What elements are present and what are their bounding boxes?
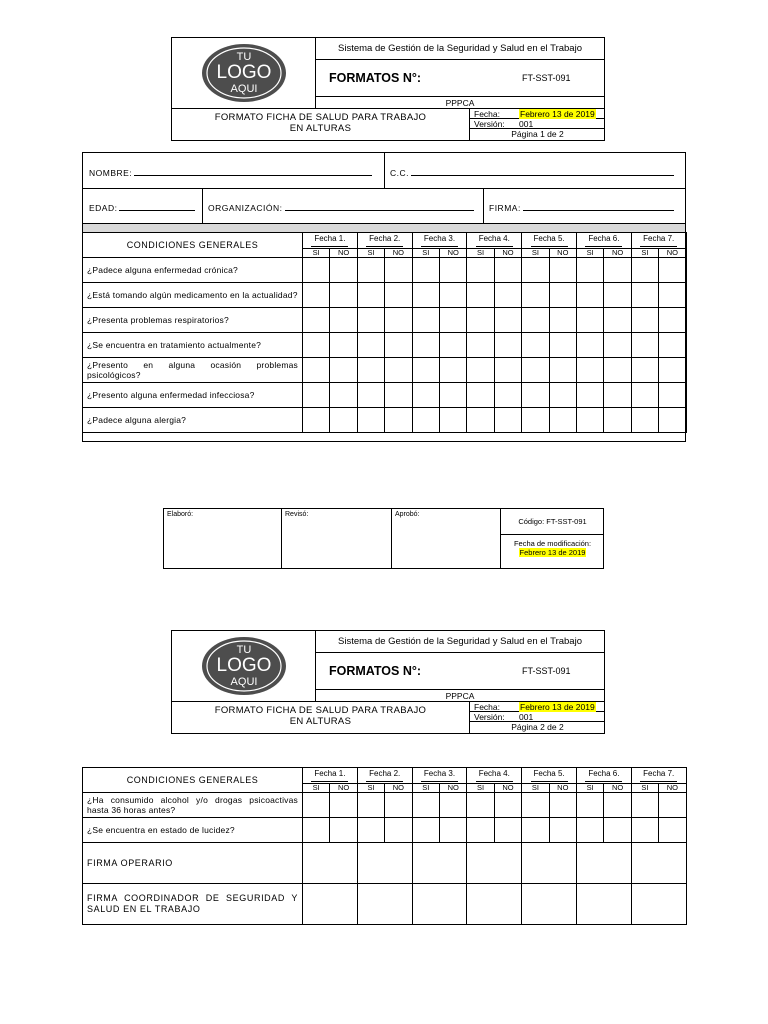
cc-label: C.C. — [390, 168, 409, 178]
question-row — [83, 258, 687, 283]
question-text: FIRMA COORDINADOR DE SEGURIDAD Y SALUD EN EL TRABAJO — [83, 884, 303, 925]
svg-text:AQUI: AQUI — [230, 676, 258, 688]
answer-no-cell[interactable] — [439, 358, 466, 383]
date-value: Febrero 13 de 2019 — [520, 702, 595, 712]
question-text: ¿Presento alguna enfermedad infecciosa? — [83, 383, 303, 408]
no-label: NO — [604, 784, 631, 793]
date-column-header — [467, 233, 522, 249]
answer-no-cell[interactable] — [604, 818, 631, 843]
signature-cell[interactable] — [467, 843, 522, 884]
date-column-header — [576, 233, 631, 249]
answer-no-cell[interactable] — [659, 283, 686, 308]
date-row — [470, 702, 605, 712]
conditions-header: CONDICIONES GENERALES — [83, 233, 303, 258]
answer-no-cell[interactable] — [439, 258, 466, 283]
answer-no-cell[interactable] — [659, 383, 686, 408]
answer-si-cell[interactable] — [412, 818, 439, 843]
answer-no-cell[interactable] — [494, 258, 521, 283]
answer-si-cell[interactable] — [412, 283, 439, 308]
format-code: FT-SST-091 — [522, 73, 571, 83]
answer-no-cell[interactable] — [494, 793, 521, 818]
answer-si-cell[interactable] — [467, 408, 494, 433]
answer-si-cell[interactable] — [631, 818, 658, 843]
answer-no-cell[interactable] — [604, 793, 631, 818]
logo-cell — [172, 38, 315, 108]
version-value: 001 — [519, 119, 534, 129]
answer-si-cell[interactable] — [412, 408, 439, 433]
question-row — [83, 383, 687, 408]
si-label: SI — [467, 784, 494, 793]
question-text: ¿Presenta problemas respiratorios? — [83, 308, 303, 333]
reviso-cell: Revisó: — [281, 509, 391, 568]
no-label: NO — [659, 249, 686, 258]
name-field[interactable] — [89, 167, 372, 178]
page-number: Página 1 de 2 — [511, 129, 564, 139]
si-label: SI — [357, 249, 384, 258]
answer-no-cell[interactable] — [439, 308, 466, 333]
date-column-label: Fecha 2. — [366, 234, 403, 247]
answer-no-cell[interactable] — [604, 333, 631, 358]
answer-si-cell[interactable] — [467, 333, 494, 358]
cc-line — [411, 167, 674, 176]
approval-code: Código: FT-SST-091 — [501, 509, 604, 535]
modification-label: Fecha de modificación: — [513, 539, 592, 548]
question-row — [83, 843, 687, 884]
answer-no-cell[interactable] — [330, 408, 357, 433]
divider — [384, 153, 385, 188]
si-label: SI — [412, 249, 439, 258]
si-label: SI — [522, 784, 549, 793]
question-row — [83, 793, 687, 818]
answer-si-cell[interactable] — [522, 408, 549, 433]
answer-si-cell[interactable] — [303, 383, 330, 408]
answer-si-cell[interactable] — [412, 383, 439, 408]
answer-no-cell[interactable] — [659, 818, 686, 843]
date-column-header — [412, 768, 467, 784]
answer-no-cell[interactable] — [439, 383, 466, 408]
answer-si-cell[interactable] — [576, 408, 603, 433]
sign-label: FIRMA: — [489, 203, 521, 213]
answer-si-cell[interactable] — [631, 333, 658, 358]
answer-no-cell[interactable] — [330, 818, 357, 843]
question-row — [83, 333, 687, 358]
org-label: ORGANIZACIÓN: — [208, 203, 283, 213]
answer-si-cell[interactable] — [576, 308, 603, 333]
answer-si-cell[interactable] — [631, 308, 658, 333]
answer-si-cell[interactable] — [522, 793, 549, 818]
age-field[interactable] — [89, 202, 195, 213]
form-title-line2: EN ALTURAS — [289, 716, 352, 727]
answer-si-cell[interactable] — [522, 383, 549, 408]
answer-no-cell[interactable] — [659, 333, 686, 358]
date-column-label: Fecha 4. — [476, 769, 513, 782]
date-column-header — [357, 768, 412, 784]
answer-no-cell[interactable] — [549, 258, 576, 283]
answer-si-cell[interactable] — [303, 308, 330, 333]
answer-si-cell[interactable] — [357, 283, 384, 308]
date-label: Fecha: — [474, 109, 500, 119]
answer-si-cell[interactable] — [522, 283, 549, 308]
date-column-header — [357, 233, 412, 249]
answer-no-cell[interactable] — [549, 333, 576, 358]
version-value: 001 — [519, 712, 534, 722]
no-label: NO — [549, 249, 576, 258]
answer-si-cell[interactable] — [303, 333, 330, 358]
answer-si-cell[interactable] — [303, 258, 330, 283]
version-row — [470, 119, 605, 129]
no-label: NO — [439, 784, 466, 793]
signature-cell[interactable] — [576, 884, 631, 925]
answer-no-cell[interactable] — [604, 258, 631, 283]
sign-line — [523, 202, 674, 211]
modification-date — [501, 539, 604, 557]
age-line — [119, 202, 195, 211]
no-label: NO — [549, 784, 576, 793]
svg-text:AQUI: AQUI — [230, 83, 258, 95]
answer-no-cell[interactable] — [385, 793, 412, 818]
logo-badge — [201, 636, 287, 696]
signature-cell[interactable] — [631, 843, 686, 884]
checklist-header-row — [83, 233, 687, 249]
si-label: SI — [631, 249, 658, 258]
answer-si-cell[interactable] — [303, 283, 330, 308]
answer-no-cell[interactable] — [385, 818, 412, 843]
answer-no-cell[interactable] — [659, 358, 686, 383]
answer-no-cell[interactable] — [549, 793, 576, 818]
no-label: NO — [494, 784, 521, 793]
code-cell — [500, 509, 603, 568]
date-row — [470, 109, 605, 119]
date-column-label: Fecha 4. — [476, 234, 513, 247]
format-code: FT-SST-091 — [522, 666, 571, 676]
logo-cell — [172, 631, 315, 701]
answer-no-cell[interactable] — [659, 258, 686, 283]
form-title — [172, 108, 469, 140]
cc-field[interactable] — [390, 167, 674, 178]
answer-no-cell[interactable] — [330, 793, 357, 818]
question-row — [83, 358, 687, 383]
answer-si-cell[interactable] — [576, 333, 603, 358]
no-label: NO — [330, 784, 357, 793]
answer-si-cell[interactable] — [631, 358, 658, 383]
answer-no-cell[interactable] — [549, 358, 576, 383]
question-row — [83, 408, 687, 433]
date-column-header — [631, 233, 686, 249]
question-text: ¿Presento en alguna ocasión problemas psicológicos? — [83, 358, 303, 383]
no-label: NO — [385, 784, 412, 793]
answer-si-cell[interactable] — [467, 258, 494, 283]
approval-box — [163, 508, 604, 569]
date-value: Febrero 13 de 2019 — [520, 109, 595, 119]
si-label: SI — [631, 784, 658, 793]
program-label: PPPCA — [315, 96, 604, 108]
answer-no-cell[interactable] — [494, 358, 521, 383]
signature-cell[interactable] — [522, 884, 577, 925]
answer-no-cell[interactable] — [385, 383, 412, 408]
no-label: NO — [604, 249, 631, 258]
answer-si-cell[interactable] — [412, 358, 439, 383]
si-label: SI — [412, 784, 439, 793]
date-column-label: Fecha 3. — [421, 234, 458, 247]
date-column-label: Fecha 6. — [585, 769, 622, 782]
date-column-header — [576, 768, 631, 784]
health-checklist-page2 — [82, 767, 687, 925]
formats-label: FORMATOS N°: — [329, 664, 422, 678]
divider — [483, 189, 484, 223]
doc-meta — [469, 108, 604, 140]
answer-no-cell[interactable] — [659, 308, 686, 333]
age-label: EDAD: — [89, 203, 118, 213]
date-column-label: Fecha 7. — [640, 234, 677, 247]
answer-si-cell[interactable] — [576, 793, 603, 818]
sign-field[interactable] — [489, 202, 674, 213]
answer-si-cell[interactable] — [303, 793, 330, 818]
answer-no-cell[interactable] — [549, 308, 576, 333]
answer-no-cell[interactable] — [494, 818, 521, 843]
answer-no-cell[interactable] — [439, 818, 466, 843]
answer-no-cell[interactable] — [385, 408, 412, 433]
answer-no-cell[interactable] — [549, 408, 576, 433]
question-row — [83, 818, 687, 843]
form-title-line1: FORMATO FICHA DE SALUD PARA TRABAJO — [214, 705, 427, 716]
date-label: Fecha: — [474, 702, 500, 712]
org-line — [285, 202, 474, 211]
answer-no-cell[interactable] — [385, 358, 412, 383]
si-label: SI — [357, 784, 384, 793]
page2-header — [171, 630, 605, 734]
answer-si-cell[interactable] — [522, 258, 549, 283]
signature-cell[interactable] — [303, 843, 358, 884]
name-label: NOMBRE: — [89, 168, 133, 178]
answer-no-cell[interactable] — [385, 333, 412, 358]
answer-no-cell[interactable] — [604, 308, 631, 333]
doc-meta — [469, 701, 604, 733]
answer-si-cell[interactable] — [357, 258, 384, 283]
answer-si-cell[interactable] — [467, 308, 494, 333]
answer-si-cell[interactable] — [357, 358, 384, 383]
svg-text:TU: TU — [236, 51, 252, 63]
answer-no-cell[interactable] — [439, 283, 466, 308]
answer-si-cell[interactable] — [303, 408, 330, 433]
divider — [202, 189, 203, 223]
svg-text:LOGO: LOGO — [216, 62, 272, 83]
answer-si-cell[interactable] — [303, 818, 330, 843]
answer-si-cell[interactable] — [522, 333, 549, 358]
answer-si-cell[interactable] — [576, 383, 603, 408]
signature-cell[interactable] — [467, 884, 522, 925]
answer-si-cell[interactable] — [522, 308, 549, 333]
modification-value: Febrero 13 de 2019 — [519, 548, 586, 557]
answer-no-cell[interactable] — [494, 308, 521, 333]
aprobo-cell: Aprobó: — [391, 509, 500, 568]
answer-si-cell[interactable] — [576, 818, 603, 843]
question-row — [83, 308, 687, 333]
date-column-label: Fecha 2. — [366, 769, 403, 782]
name-line — [134, 167, 372, 176]
answer-no-cell[interactable] — [385, 258, 412, 283]
no-label: NO — [659, 784, 686, 793]
answer-si-cell[interactable] — [576, 358, 603, 383]
conditions-header: CONDICIONES GENERALES — [83, 768, 303, 793]
signature-cell[interactable] — [631, 884, 686, 925]
signature-cell[interactable] — [412, 843, 467, 884]
question-text: ¿Ha consumido alcohol y/o drogas psicoactivas hasta 36 horas antes? — [83, 793, 303, 818]
answer-no-cell[interactable] — [330, 308, 357, 333]
answer-no-cell[interactable] — [439, 333, 466, 358]
elaboro-cell: Elaboró: — [167, 511, 194, 518]
answer-si-cell[interactable] — [576, 258, 603, 283]
signature-cell[interactable] — [412, 884, 467, 925]
signature-cell[interactable] — [576, 843, 631, 884]
org-field[interactable] — [208, 202, 474, 213]
answer-no-cell[interactable] — [659, 408, 686, 433]
answer-no-cell[interactable] — [330, 283, 357, 308]
question-row — [83, 884, 687, 925]
info-row-2 — [83, 189, 685, 224]
answer-si-cell[interactable] — [522, 818, 549, 843]
system-title: Sistema de Gestión de la Seguridad y Salud en el Trabajo — [315, 38, 604, 60]
answer-si-cell[interactable] — [357, 383, 384, 408]
info-row-1 — [83, 153, 685, 189]
version-label: Versión: — [474, 712, 505, 722]
si-label: SI — [576, 784, 603, 793]
date-column-header — [631, 768, 686, 784]
answer-no-cell[interactable] — [330, 333, 357, 358]
no-label: NO — [439, 249, 466, 258]
svg-text:LOGO: LOGO — [216, 655, 272, 676]
date-column-header — [303, 768, 358, 784]
si-label: SI — [522, 249, 549, 258]
answer-si-cell[interactable] — [412, 308, 439, 333]
date-column-label: Fecha 1. — [311, 769, 348, 782]
answer-si-cell[interactable] — [467, 383, 494, 408]
program-label: PPPCA — [315, 689, 604, 701]
answer-no-cell[interactable] — [439, 793, 466, 818]
form-title-line2: EN ALTURAS — [289, 123, 352, 134]
svg-text:TU: TU — [236, 644, 252, 656]
question-text: ¿Está tomando algún medicamento en la actualidad? — [83, 283, 303, 308]
answer-no-cell[interactable] — [330, 383, 357, 408]
answer-si-cell[interactable] — [467, 793, 494, 818]
checklist-header-row — [83, 768, 687, 784]
answer-si-cell[interactable] — [357, 333, 384, 358]
answer-si-cell[interactable] — [631, 283, 658, 308]
answer-si-cell[interactable] — [631, 383, 658, 408]
form-title — [172, 701, 469, 733]
form-title-line1: FORMATO FICHA DE SALUD PARA TRABAJO — [214, 112, 427, 123]
question-text: ¿Se encuentra en tratamiento actualmente? — [83, 333, 303, 358]
answer-no-cell[interactable] — [549, 283, 576, 308]
question-text: ¿Se encuentra en estado de lucidez? — [83, 818, 303, 843]
date-column-label: Fecha 3. — [421, 769, 458, 782]
page-number: Página 2 de 2 — [511, 722, 564, 732]
answer-si-cell[interactable] — [631, 408, 658, 433]
answer-si-cell[interactable] — [467, 283, 494, 308]
signature-cell[interactable] — [357, 843, 412, 884]
date-column-header — [522, 768, 577, 784]
answer-si-cell[interactable] — [631, 258, 658, 283]
date-column-header — [303, 233, 358, 249]
page1-header — [171, 37, 605, 141]
answer-no-cell[interactable] — [494, 283, 521, 308]
si-label: SI — [467, 249, 494, 258]
formats-cell — [315, 60, 604, 96]
version-row — [470, 712, 605, 722]
date-column-header — [412, 233, 467, 249]
answer-no-cell[interactable] — [549, 818, 576, 843]
no-label: NO — [330, 249, 357, 258]
answer-si-cell[interactable] — [631, 793, 658, 818]
si-label: SI — [303, 249, 330, 258]
signature-cell[interactable] — [522, 843, 577, 884]
answer-no-cell[interactable] — [604, 383, 631, 408]
answer-no-cell[interactable] — [549, 383, 576, 408]
answer-no-cell[interactable] — [385, 283, 412, 308]
answer-si-cell[interactable] — [357, 818, 384, 843]
question-text: FIRMA OPERARIO — [83, 843, 303, 884]
date-column-label: Fecha 1. — [311, 234, 348, 247]
answer-no-cell[interactable] — [330, 358, 357, 383]
answer-no-cell[interactable] — [604, 283, 631, 308]
date-column-label: Fecha 6. — [585, 234, 622, 247]
si-label: SI — [576, 249, 603, 258]
answer-si-cell[interactable] — [412, 793, 439, 818]
question-row — [83, 283, 687, 308]
answer-si-cell[interactable] — [357, 793, 384, 818]
system-title: Sistema de Gestión de la Seguridad y Salud en el Trabajo — [315, 631, 604, 653]
answer-si-cell[interactable] — [467, 358, 494, 383]
answer-si-cell[interactable] — [357, 308, 384, 333]
answer-no-cell[interactable] — [439, 408, 466, 433]
version-label: Versión: — [474, 119, 505, 129]
date-column-header — [522, 233, 577, 249]
answer-si-cell[interactable] — [412, 258, 439, 283]
answer-no-cell[interactable] — [659, 793, 686, 818]
no-label: NO — [385, 249, 412, 258]
answer-no-cell[interactable] — [494, 333, 521, 358]
answer-no-cell[interactable] — [604, 408, 631, 433]
signature-cell[interactable] — [303, 884, 358, 925]
no-label: NO — [494, 249, 521, 258]
answer-no-cell[interactable] — [330, 258, 357, 283]
answer-si-cell[interactable] — [357, 408, 384, 433]
date-column-header — [467, 768, 522, 784]
answer-si-cell[interactable] — [522, 358, 549, 383]
date-column-label: Fecha 5. — [531, 234, 568, 247]
question-text: ¿Padece alguna alergia? — [83, 408, 303, 433]
answer-si-cell[interactable] — [303, 358, 330, 383]
date-column-label: Fecha 7. — [640, 769, 677, 782]
question-text: ¿Padece alguna enfermedad crónica? — [83, 258, 303, 283]
answer-no-cell[interactable] — [494, 408, 521, 433]
answer-no-cell[interactable] — [604, 358, 631, 383]
logo-badge — [201, 43, 287, 103]
answer-si-cell[interactable] — [467, 818, 494, 843]
date-column-label: Fecha 5. — [531, 769, 568, 782]
si-label: SI — [303, 784, 330, 793]
formats-cell — [315, 653, 604, 689]
health-checklist-page1 — [82, 232, 687, 433]
signature-cell[interactable] — [357, 884, 412, 925]
answer-no-cell[interactable] — [494, 383, 521, 408]
answer-si-cell[interactable] — [412, 333, 439, 358]
answer-si-cell[interactable] — [576, 283, 603, 308]
answer-no-cell[interactable] — [385, 308, 412, 333]
formats-label: FORMATOS N°: — [329, 71, 422, 85]
